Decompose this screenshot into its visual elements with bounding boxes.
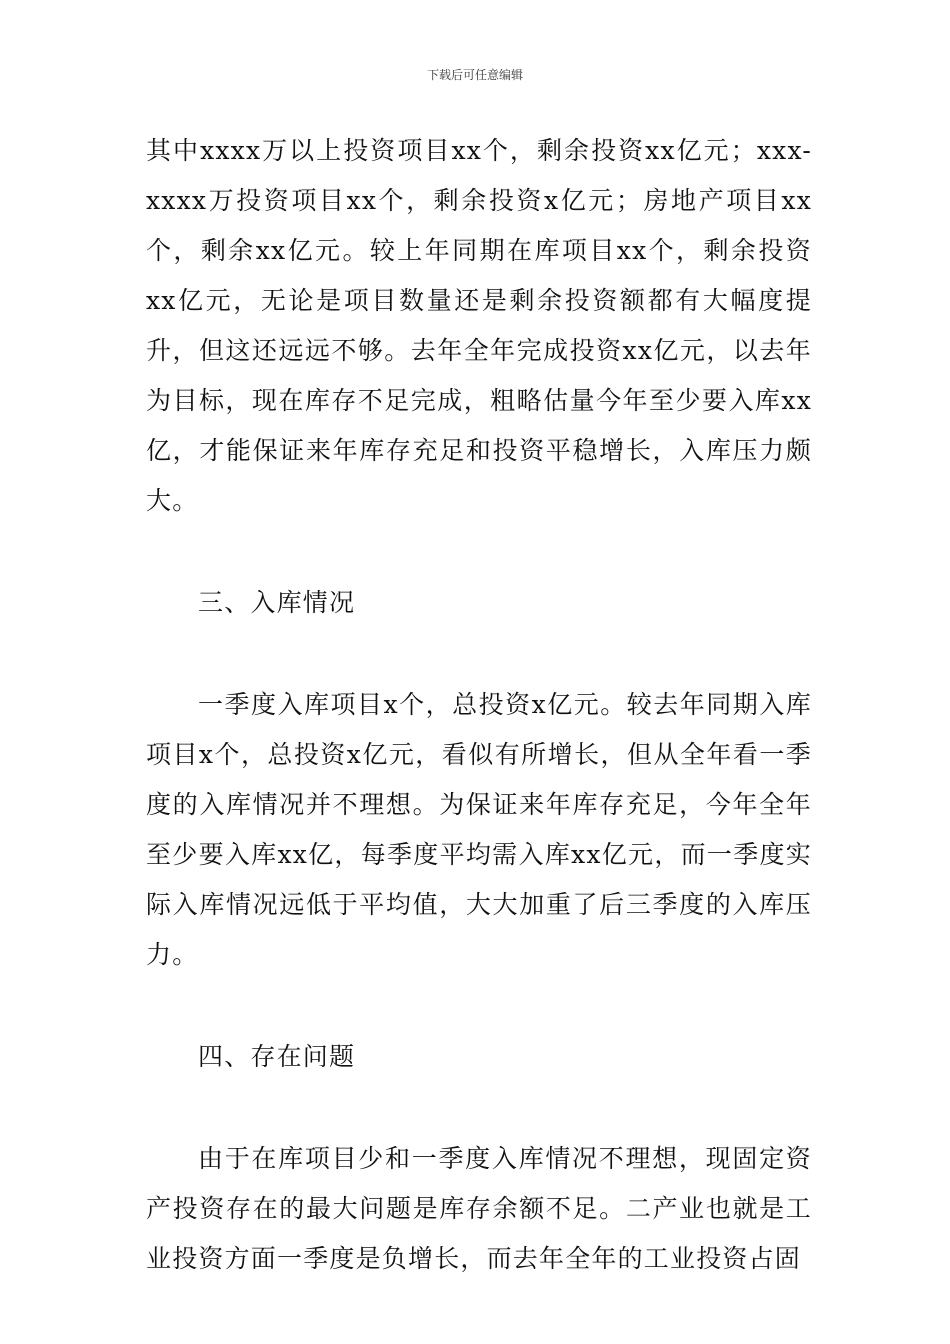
section-heading-existing-problems: 四、存在问题 bbox=[198, 1042, 356, 1071]
paragraph-q1-storage: 一季度入库项目x个，总投资x亿元。较去年同期入库项目x个，总投资x亿元，看似有所增长，但从全年看一季度的入库情况并不理想。为保证来年库存充足，今年全年至少要入库xx亿，每季度平均需入库xx亿元，而一季度实际入库情况远低于平均值，大大加重了后三季度的入库压力。 bbox=[146, 690, 812, 969]
paragraph-problems: 由于在库项目少和一季度入库情况不理想，现固定资产投资存在的最大问题是库存余额不足。二产业也就是工业投资方面一季度是负增长，而去年全年的工业投资占固 bbox=[146, 1144, 812, 1273]
page-header-note: 下载后可任意编辑 bbox=[426, 68, 523, 82]
paragraph-inventory-balance: 其中xxxx万以上投资项目xx个，剩余投资xx亿元；xxx-xxxx万投资项目xx个，剩余投资x亿元；房地产项目xx个，剩余xx亿元。较上年同期在库项目xx个，剩余投资xx亿元，无论是项目数量还是剩余投资额都有大幅度提升，但这还远远不够。去年全年完成投资xx亿元，以去年为目标，现在库存不足完成，粗略估量今年至少要入库xx亿，才能保证来年库存充足和投资平稳增长，入库压力颇大。 bbox=[146, 136, 812, 515]
document-body bbox=[146, 126, 812, 1284]
section-heading-storage-status: 三、入库情况 bbox=[198, 588, 356, 617]
